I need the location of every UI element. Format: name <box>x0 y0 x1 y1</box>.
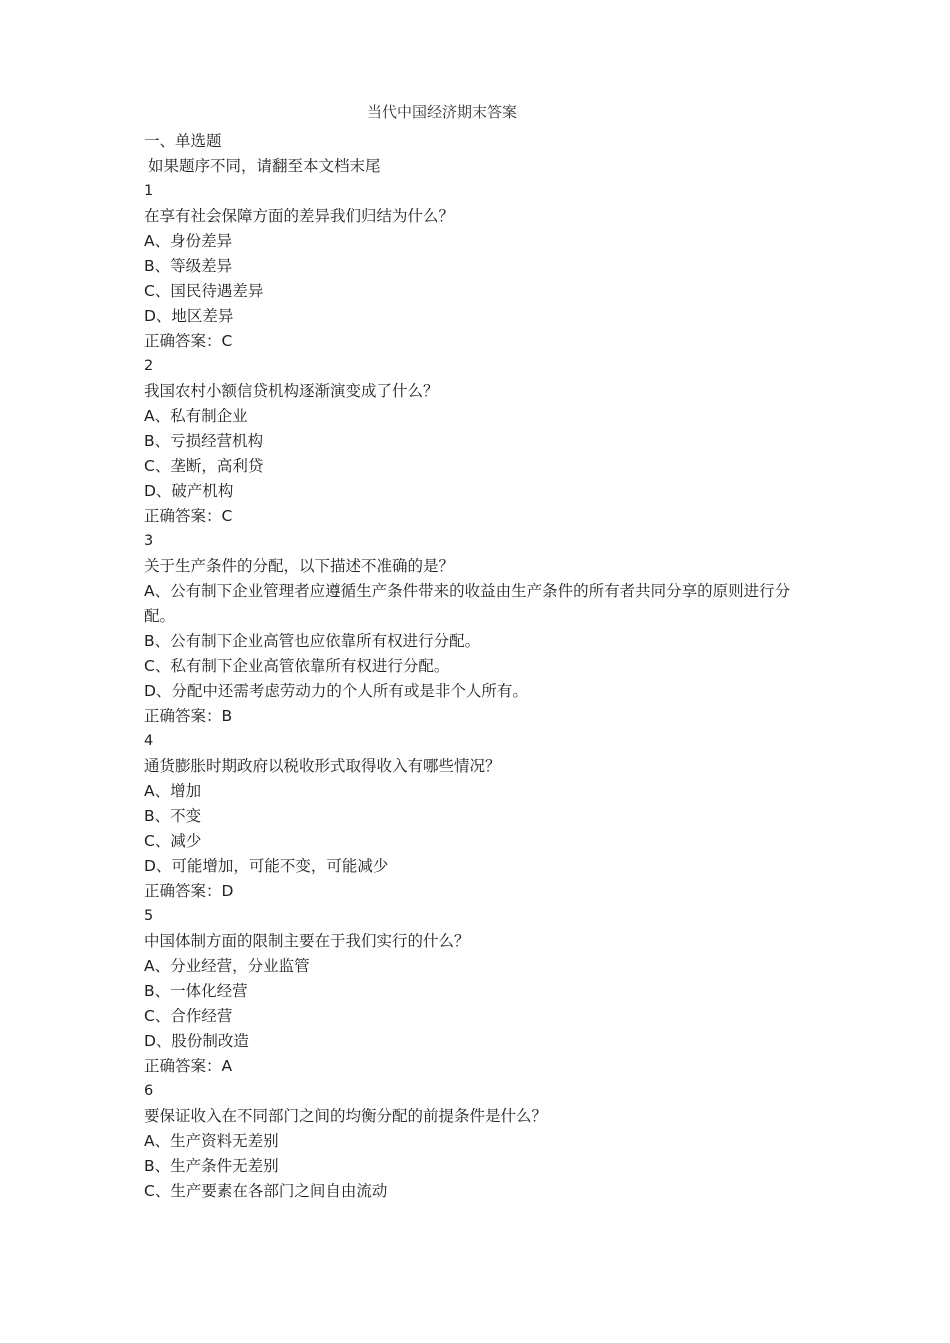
option-a: A、私有制企业 <box>144 407 248 425</box>
option-a: A、生产资料无差别 <box>144 1132 279 1150</box>
question-block <box>144 354 804 529</box>
question-number: 1 <box>144 183 154 199</box>
correct-answer: 正确答案：C <box>144 332 233 350</box>
option-b: B、不变 <box>144 807 202 825</box>
option-d: D、可能增加，可能不变，可能减少 <box>144 857 389 875</box>
question-text: 在享有社会保障方面的差异我们归结为什么？ <box>144 207 455 225</box>
option-d: D、破产机构 <box>144 482 234 500</box>
document-body <box>144 129 804 1204</box>
question-text: 中国体制方面的限制主要在于我们实行的什么？ <box>144 932 470 950</box>
question-block <box>144 904 804 1079</box>
section-heading: 一、单选题 <box>144 132 222 150</box>
question-number: 2 <box>144 358 154 374</box>
question-text: 通货膨胀时期政府以税收形式取得收入有哪些情况？ <box>144 757 501 775</box>
option-a: A、增加 <box>144 782 202 800</box>
option-c: C、合作经营 <box>144 1007 233 1025</box>
correct-answer: 正确答案：A <box>144 1057 233 1075</box>
question-block <box>144 729 804 904</box>
question-text: 要保证收入在不同部门之间的均衡分配的前提条件是什么？ <box>144 1107 548 1125</box>
option-b: B、一体化经营 <box>144 982 248 1000</box>
option-c: C、减少 <box>144 832 202 850</box>
question-block <box>144 179 804 354</box>
option-d: D、分配中还需考虑劳动力的个人所有或是非个人所有。 <box>144 682 528 700</box>
question-text: 我国农村小额信贷机构逐渐演变成了什么？ <box>144 382 439 400</box>
option-a: A、分业经营，分业监管 <box>144 957 310 975</box>
question-block <box>144 529 804 729</box>
option-a: A、身份差异 <box>144 232 233 250</box>
option-c: C、国民待遇差异 <box>144 282 264 300</box>
option-c: C、私有制下企业高管依靠所有权进行分配。 <box>144 657 450 675</box>
order-note: 如果题序不同，请翻至本文档末尾 <box>148 157 381 175</box>
option-c: C、生产要素在各部门之间自由流动 <box>144 1182 388 1200</box>
question-number: 3 <box>144 533 154 549</box>
option-b: B、公有制下企业高管也应依靠所有权进行分配。 <box>144 632 481 650</box>
option-d: D、股份制改造 <box>144 1032 249 1050</box>
correct-answer: 正确答案：B <box>144 707 233 725</box>
question-number: 4 <box>144 733 154 749</box>
question-number: 6 <box>144 1083 154 1099</box>
option-b: B、等级差异 <box>144 257 233 275</box>
correct-answer: 正确答案：D <box>144 882 234 900</box>
question-number: 5 <box>144 908 154 924</box>
option-a: A、公有制下企业管理者应遵循生产条件带来的收益由生产条件的所有者共同分享的原则进行分配。 <box>144 582 791 625</box>
option-b: B、亏损经营机构 <box>144 432 264 450</box>
document-title: 当代中国经济期末答案 <box>366 103 517 121</box>
option-b: B、生产条件无差别 <box>144 1157 279 1175</box>
question-block <box>144 1079 804 1204</box>
option-d: D、地区差异 <box>144 307 234 325</box>
question-text: 关于生产条件的分配，以下描述不准确的是？ <box>144 557 455 575</box>
correct-answer: 正确答案：C <box>144 507 233 525</box>
option-c: C、垄断，高利贷 <box>144 457 264 475</box>
